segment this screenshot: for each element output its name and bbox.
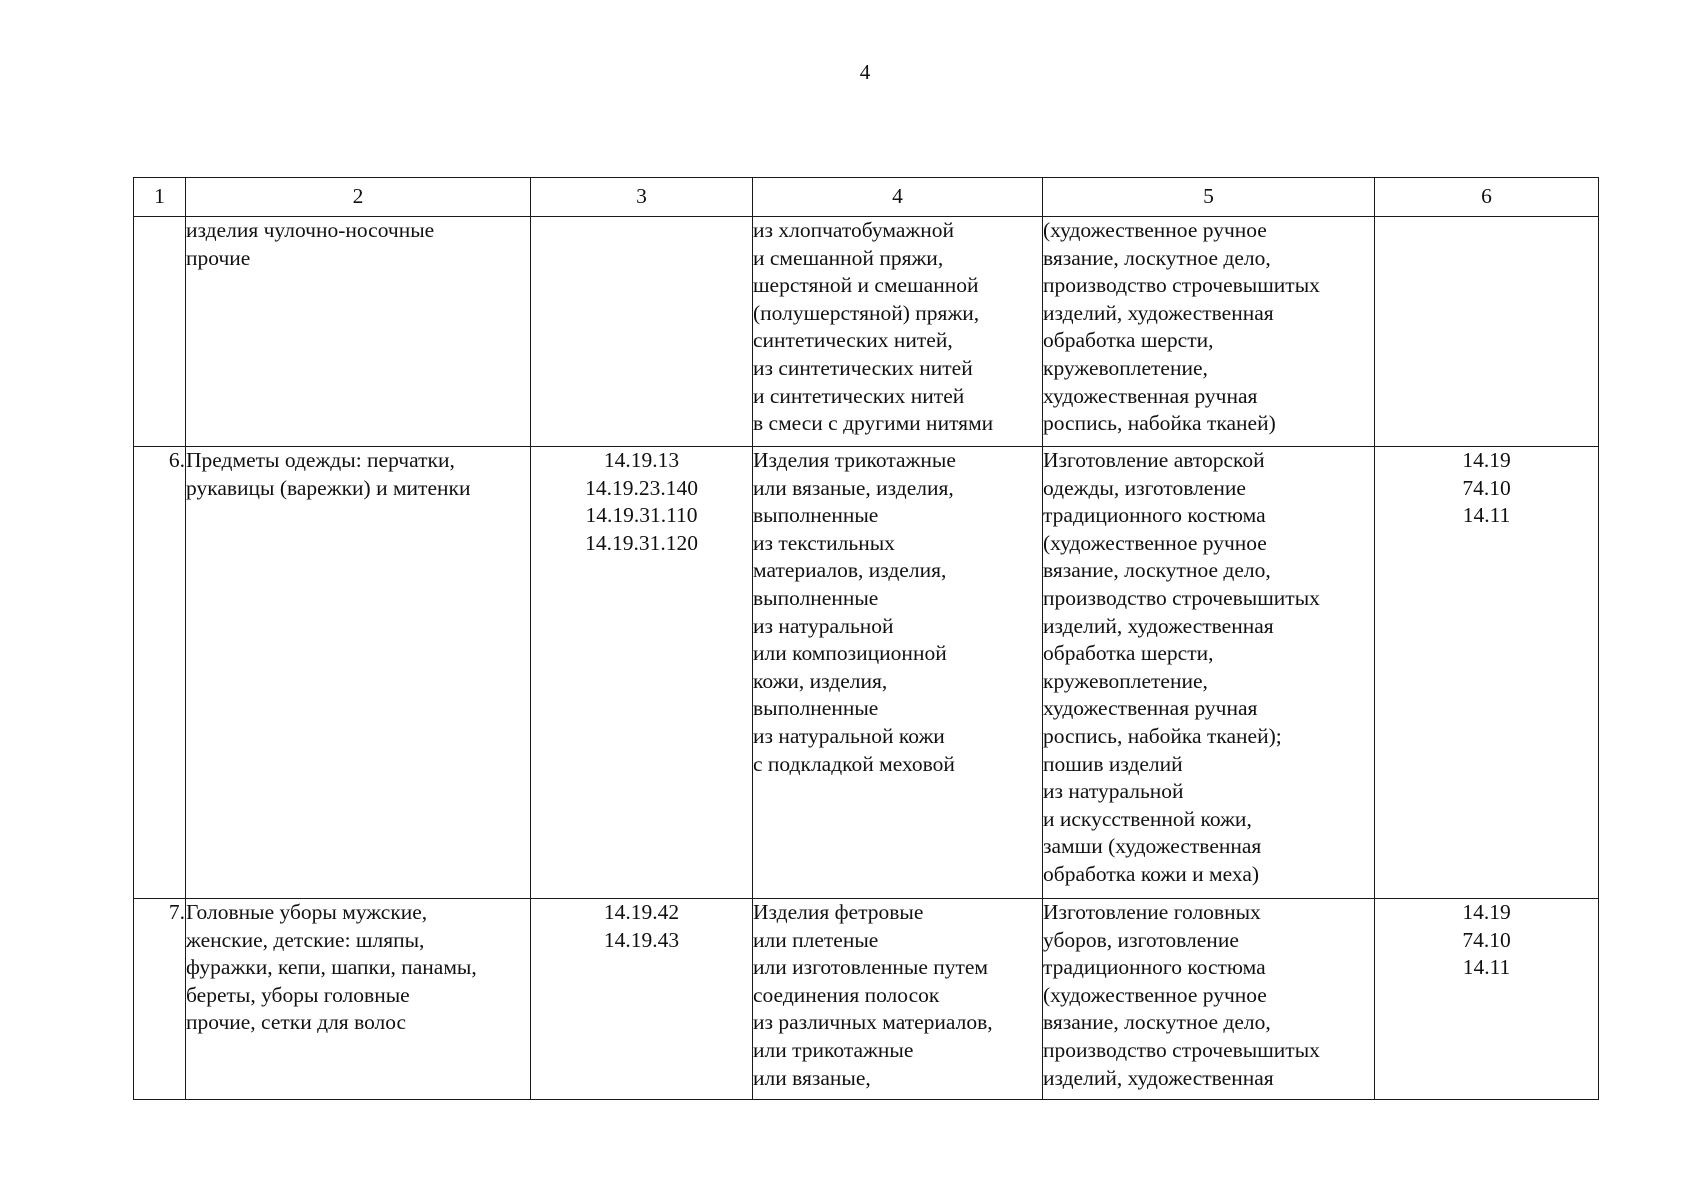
cell-line: и искусственной кожи, [1043, 806, 1252, 831]
cell-line: (художественное ручное [1043, 218, 1267, 242]
okved-codes [1375, 447, 1599, 899]
cell-line: Изготовление головных [1043, 900, 1261, 924]
header-col-4: 4 [753, 178, 1043, 217]
cell-line: кружевоплетение, [1043, 668, 1208, 693]
header-col-5: 5 [1043, 178, 1375, 217]
cell-line: женские, детские: шляпы, [186, 927, 425, 952]
cell-line: с подкладкой меховой [753, 751, 955, 776]
cell-line: изделий, художественная [1043, 613, 1274, 638]
cell-line: из натуральной [1043, 779, 1184, 804]
cell-line: рукавицы (варежки) и митенки [186, 475, 471, 500]
cell-line: материалов, изделия, [753, 558, 947, 583]
cell-line: прочие [186, 245, 251, 270]
table-body [134, 217, 1599, 1100]
cell-line: художественная ручная [1043, 383, 1258, 408]
cell-line: или вязаные, изделия, [753, 475, 954, 500]
table-row [134, 447, 1599, 899]
cell-line: пошив изделий [1043, 751, 1183, 776]
cell-line: выполненные [753, 696, 879, 721]
cell-line: обработка шерсти, [1043, 641, 1214, 666]
cell-line: (художественное ручное [1043, 530, 1267, 555]
okved-codes [1375, 899, 1599, 1100]
cell-line: (полушерстяной) пряжи, [753, 300, 980, 325]
okpd-codes [531, 447, 753, 899]
cell-line: или трикотажные [753, 1037, 914, 1062]
cell-line: роспись, набойка тканей); [1043, 723, 1282, 748]
cell-line: замши (художественная [1043, 834, 1262, 859]
cell-line: кружевоплетение, [1043, 355, 1208, 380]
cell-line: традиционного костюма [1043, 955, 1266, 980]
cell-line: производство строчевышитых [1043, 1037, 1320, 1062]
cell-line: из различных материалов, [753, 1010, 993, 1035]
cell-line: из текстильных [753, 530, 895, 555]
cell-line: вязание, лоскутное дело, [1043, 558, 1271, 583]
cell-line: художественная ручная [1043, 696, 1258, 721]
cell-line: и смешанной пряжи, [753, 245, 944, 270]
cell-line: и синтетических нитей [753, 383, 965, 408]
page-number: 4 [859, 60, 871, 84]
cell-line: Головные уборы мужские, [186, 900, 428, 924]
cell-line: выполненные [753, 585, 879, 610]
craft-activity [1043, 447, 1375, 899]
okpd-codes [531, 899, 753, 1100]
cell-line: из натуральной [753, 613, 894, 638]
cell-line: или плетеные [753, 927, 879, 952]
cell-line: соединения полосок [753, 982, 940, 1007]
cell-line: прочие, сетки для волос [186, 1010, 407, 1035]
row-number: 6. [134, 447, 186, 899]
cell-line: из хлопчатобумажной [753, 218, 954, 242]
cell-line: Изделия фетровые [753, 900, 924, 924]
craft-activity [1043, 899, 1375, 1100]
header-col-6: 6 [1375, 178, 1599, 217]
product-description [753, 899, 1043, 1100]
cell-line: или композиционной [753, 641, 947, 666]
cell-line: 14.19.13 [603, 448, 680, 472]
cell-line: 14.19.43 [603, 927, 680, 952]
cell-line: 74.10 [1462, 927, 1511, 952]
cell-line: одежды, изготовление [1043, 475, 1246, 500]
cell-line: изделия чулочно-носочные [186, 218, 435, 242]
cell-line: шерстяной и смешанной [753, 273, 979, 298]
cell-line: традиционного костюма [1043, 503, 1266, 528]
cell-line: из натуральной кожи [753, 723, 945, 748]
cell-line: 14.19.23.140 [585, 475, 698, 500]
cell-line: фуражки, кепи, шапки, панамы, [186, 955, 477, 980]
cell-line: выполненные [753, 503, 879, 528]
product-name [186, 217, 531, 447]
cell-line: производство строчевышитых [1043, 273, 1320, 298]
cell-line: Изделия трикотажные [753, 448, 956, 472]
cell-line: 14.19.31.110 [585, 503, 698, 528]
table-header-row [134, 178, 1599, 217]
cell-line: 14.19 [1462, 448, 1511, 472]
cell-line: 14.19.31.120 [585, 530, 698, 555]
row-number [134, 217, 186, 447]
cell-line: уборов, изготовление [1043, 927, 1239, 952]
cell-line: Предметы одежды: перчатки, [186, 448, 455, 472]
cell-line: синтетических нитей, [753, 328, 953, 353]
cell-line: (художественное ручное [1043, 982, 1267, 1007]
cell-line: 14.19.42 [603, 900, 680, 924]
products-table [133, 177, 1599, 1100]
cell-line: Изготовление авторской [1043, 448, 1265, 472]
craft-activity [1043, 217, 1375, 447]
row-number: 7. [134, 899, 186, 1100]
cell-line: 74.10 [1462, 475, 1511, 500]
cell-line: обработка шерсти, [1043, 328, 1214, 353]
okved-codes [1375, 217, 1599, 447]
product-description [753, 447, 1043, 899]
cell-line: 14.19 [1462, 900, 1511, 924]
product-name [186, 899, 531, 1100]
table-row [134, 899, 1599, 1100]
cell-line: 14.11 [1462, 955, 1511, 980]
cell-line: роспись, набойка тканей) [1043, 411, 1276, 436]
cell-line: береты, уборы головные [186, 982, 410, 1007]
product-name [186, 447, 531, 899]
header-col-1: 1 [134, 178, 186, 217]
header-col-3: 3 [531, 178, 753, 217]
cell-line: из синтетических нитей [753, 355, 973, 380]
cell-line: изделий, художественная [1043, 300, 1274, 325]
cell-line: 14.11 [1462, 503, 1511, 528]
cell-line: или изготовленные путем [753, 955, 989, 980]
table-row [134, 217, 1599, 447]
cell-line: в смеси с другими нитями [753, 411, 994, 436]
header-col-2: 2 [186, 178, 531, 217]
product-description [753, 217, 1043, 447]
cell-line: производство строчевышитых [1043, 585, 1320, 610]
okpd-codes [531, 217, 753, 447]
cell-line: вязание, лоскутное дело, [1043, 245, 1271, 270]
cell-line: обработка кожи и меха) [1043, 861, 1260, 886]
cell-line: кожи, изделия, [753, 668, 888, 693]
cell-line: или вязаные, [753, 1065, 871, 1090]
cell-line: вязание, лоскутное дело, [1043, 1010, 1271, 1035]
cell-line: изделий, художественная [1043, 1065, 1274, 1090]
